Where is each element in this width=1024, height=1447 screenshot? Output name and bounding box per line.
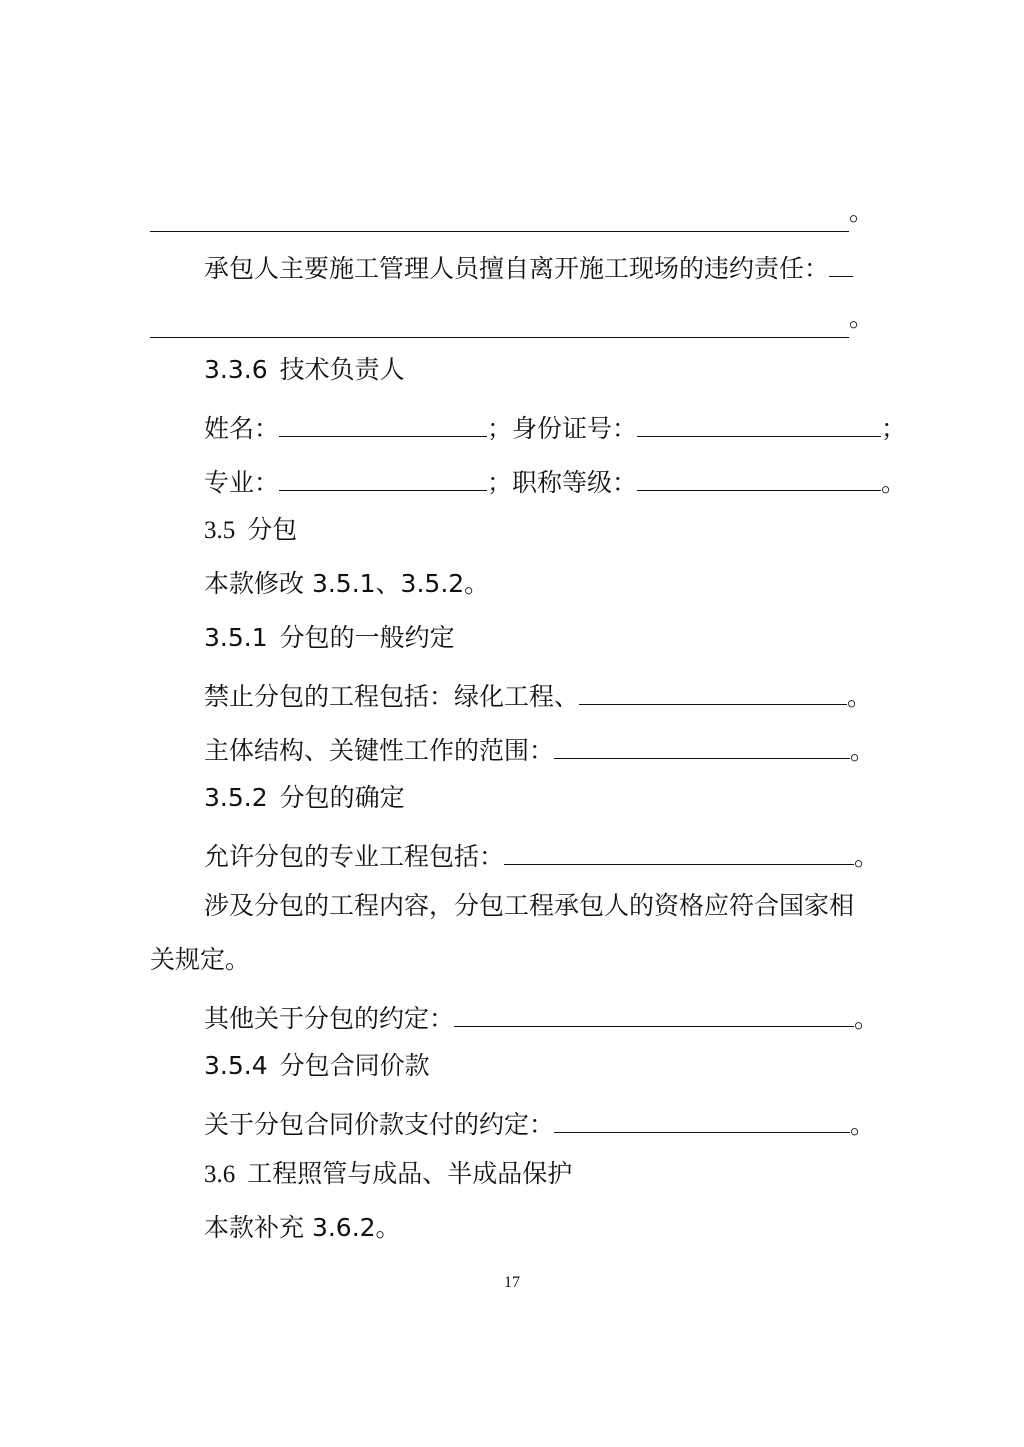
name-id-row: [204, 404, 907, 444]
other-agreement-label: 其他关于分包的约定：: [204, 1004, 455, 1033]
section-heading-3-3-6: [204, 350, 874, 390]
period: 。: [854, 842, 880, 871]
penalty-clause: [204, 244, 874, 284]
period: 。: [847, 682, 873, 711]
section-title: 技术负责人: [279, 355, 405, 384]
qualification-paragraph-continued: 关规定。: [150, 945, 251, 974]
period: 。: [848, 197, 874, 226]
major-title-row: [204, 458, 907, 498]
section-number: 3.5.4: [204, 1051, 268, 1080]
section-heading-3-6: [204, 1154, 874, 1194]
section-title: 分包: [247, 515, 298, 544]
main-structure-row: [204, 726, 874, 766]
supplement-note: 本款补充 3.6.2。: [204, 1213, 401, 1242]
section-heading-3-5-1: [204, 618, 874, 658]
period: 。: [848, 303, 874, 332]
payment-agreement-label: 关于分包合同价款支付的约定：: [204, 1110, 555, 1139]
period: 。: [881, 468, 907, 497]
payment-agreement-row: [204, 1100, 874, 1140]
prohibited-blank[interactable]: [579, 672, 847, 705]
payment-agreement-blank[interactable]: [554, 1100, 850, 1133]
allowed-subcontract-row: [204, 832, 880, 872]
section-title: 分包的确定: [279, 783, 405, 812]
semicolon: ；: [881, 414, 907, 443]
section-number: 3.6: [204, 1161, 236, 1188]
continuation-line: [150, 192, 874, 232]
penalty-clause-continued: [150, 298, 874, 338]
period: 。: [854, 1004, 880, 1033]
modification-note: 本款修改 3.5.1、3.5.2。: [204, 569, 490, 598]
prohibited-subcontract-row: [204, 672, 874, 712]
allowed-blank[interactable]: [504, 832, 854, 865]
blank-field[interactable]: [150, 305, 849, 338]
allowed-label: 允许分包的专业工程包括：: [204, 842, 505, 871]
page-number: 17: [504, 1274, 520, 1291]
major-blank[interactable]: [279, 458, 487, 491]
name-blank[interactable]: [279, 404, 487, 437]
blank-field[interactable]: [150, 199, 849, 232]
penalty-label: 承包人主要施工管理人员擅自离开施工现场的违约责任：: [204, 254, 830, 283]
title-grade-label: ；职称等级：: [487, 468, 638, 497]
section-number: 3.5.2: [204, 783, 268, 812]
name-label: 姓名：: [204, 414, 280, 443]
id-label: ；身份证号：: [487, 414, 638, 443]
qualification-paragraph: 涉及分包的工程内容，分包工程承包人的资格应符合国家相: [204, 891, 855, 920]
section-heading-3-5-4: [204, 1046, 874, 1086]
period: 。: [850, 736, 876, 765]
id-blank[interactable]: [637, 404, 881, 437]
major-label: 专业：: [204, 468, 280, 497]
title-grade-blank[interactable]: [637, 458, 881, 491]
section-number: 3.5.1: [204, 623, 268, 652]
section-title: 分包合同价款: [279, 1051, 430, 1080]
period: 。: [850, 1110, 876, 1139]
section-title: 分包的一般约定: [279, 623, 455, 652]
section-heading-3-5: [204, 510, 874, 550]
section-title: 工程照管与成品、半成品保护: [247, 1159, 573, 1188]
section-heading-3-5-2: [204, 778, 874, 818]
other-agreement-row: [204, 994, 880, 1034]
main-structure-label: 主体结构、关键性工作的范围：: [204, 736, 555, 765]
main-structure-blank[interactable]: [554, 726, 850, 759]
section-number: 3.3.6: [204, 355, 268, 384]
other-agreement-blank[interactable]: [454, 994, 854, 1027]
prohibited-label: 禁止分包的工程包括：绿化工程、: [204, 682, 580, 711]
blank-field[interactable]: [829, 244, 853, 277]
section-number: 3.5: [204, 517, 236, 544]
